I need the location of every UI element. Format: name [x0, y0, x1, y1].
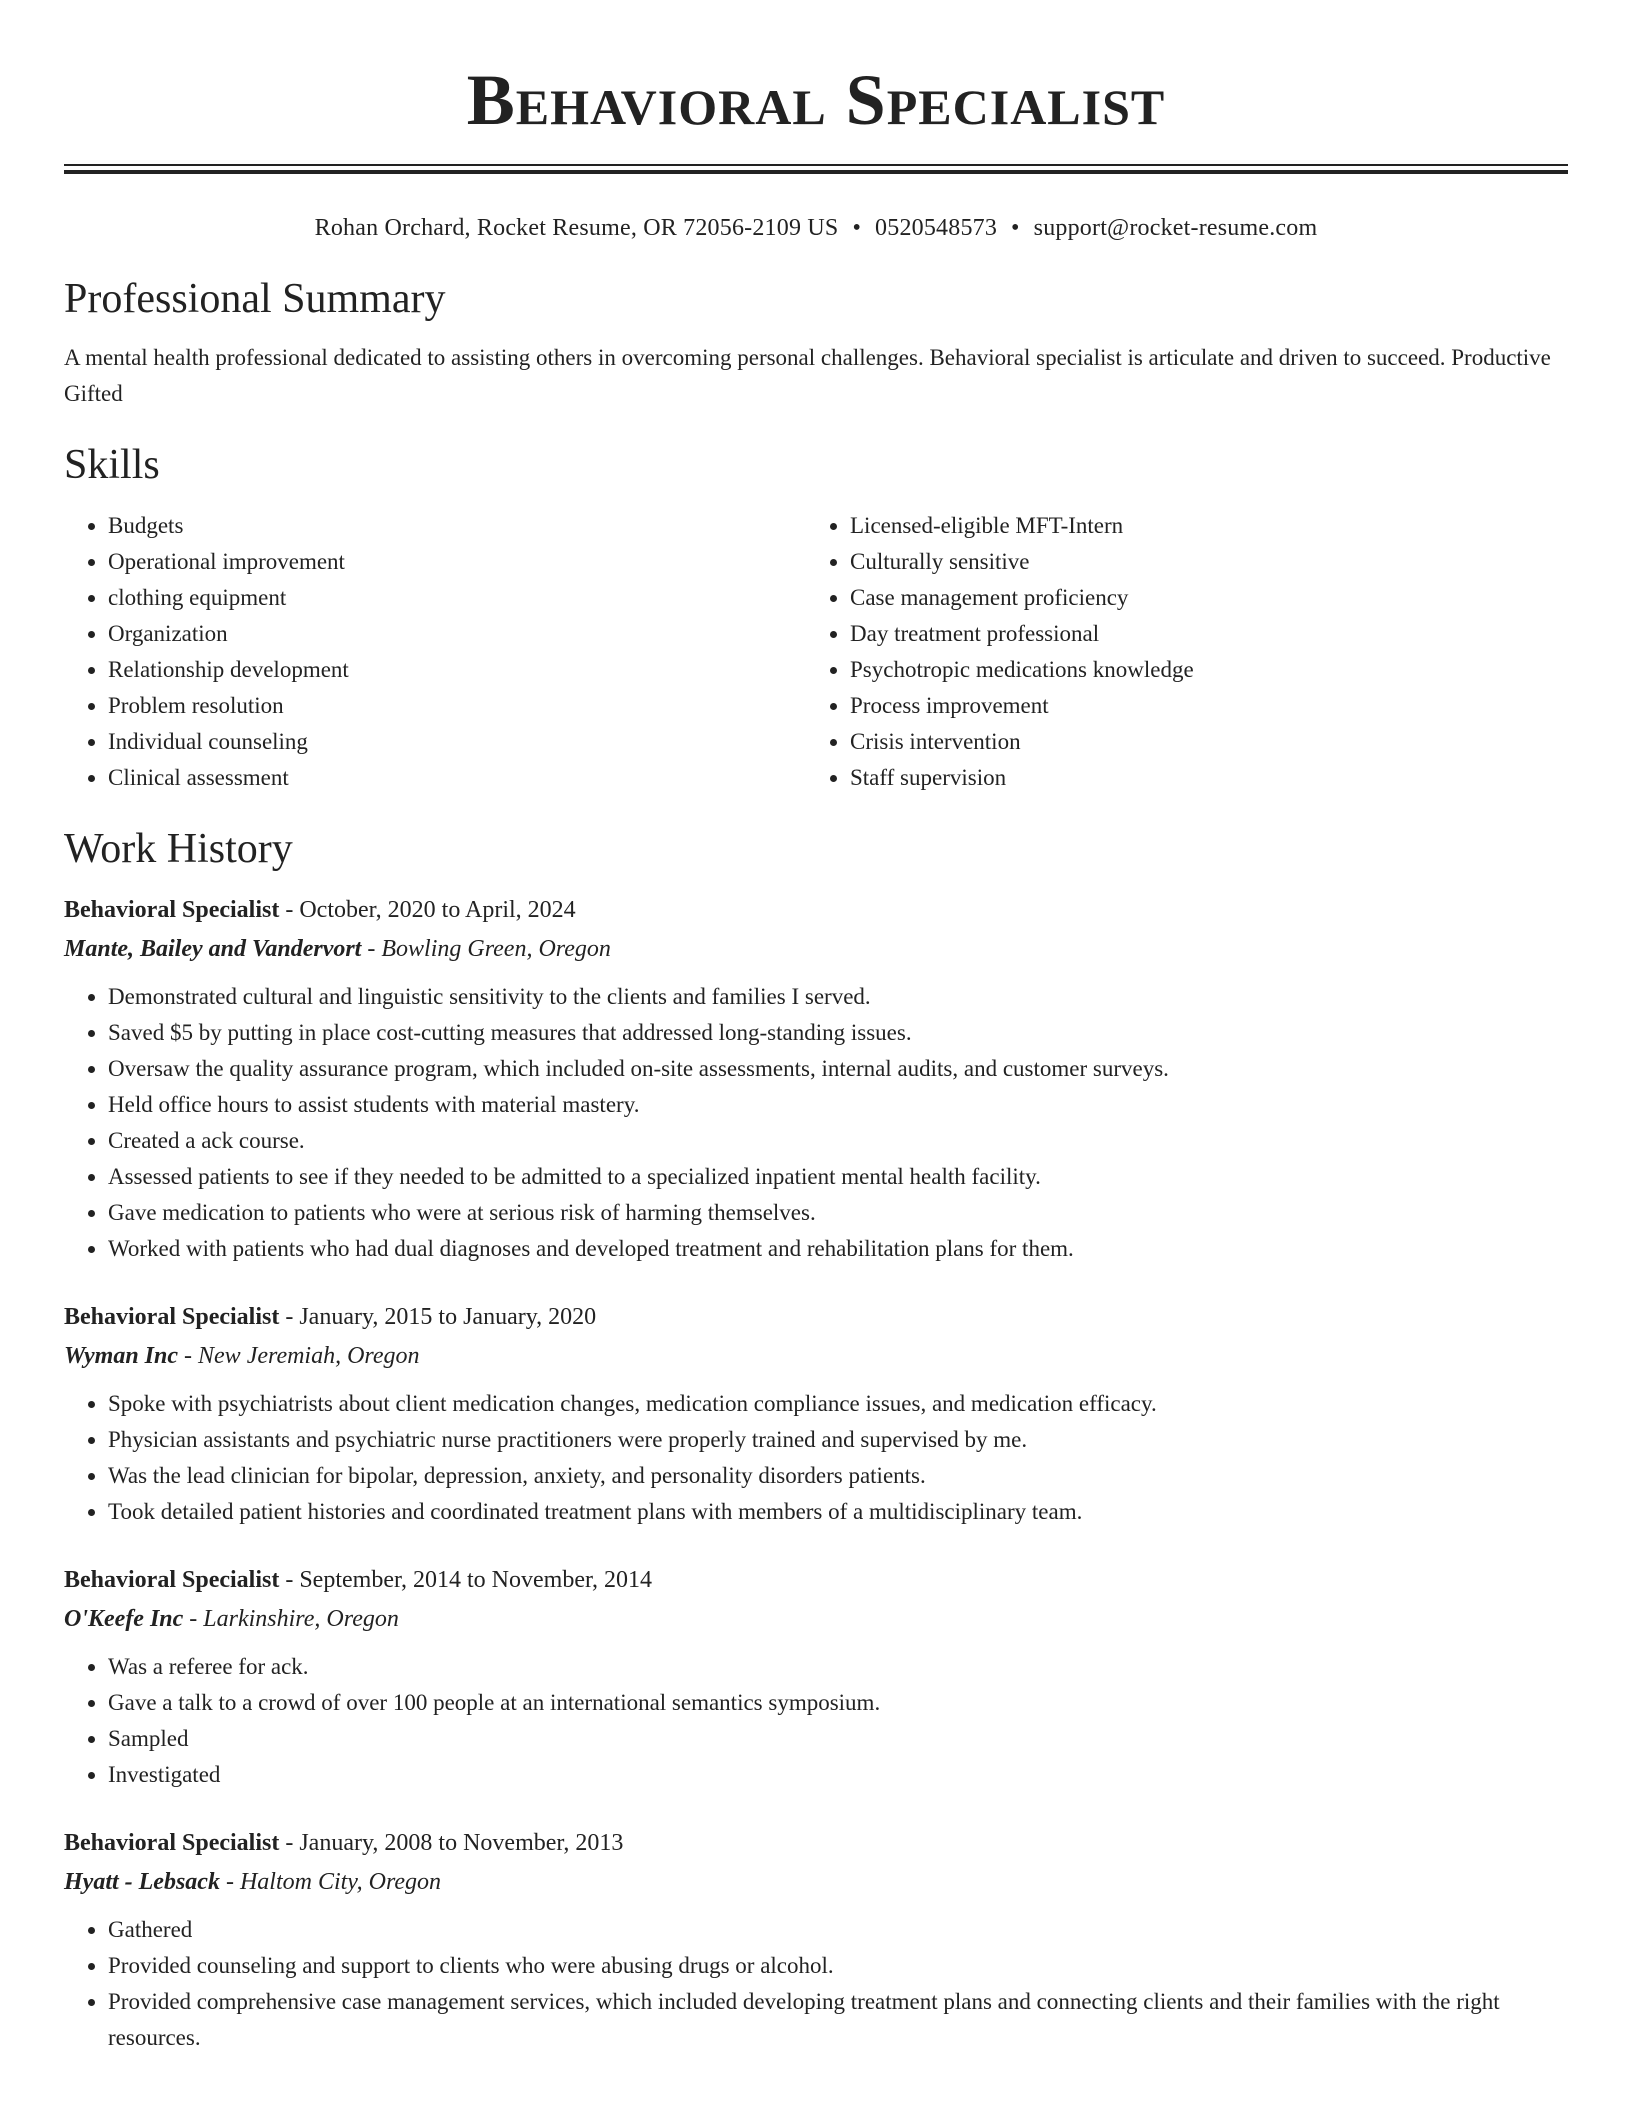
- summary-heading: Professional Summary: [64, 276, 446, 322]
- job-company-line: [64, 1601, 1568, 1637]
- job-company: Hyatt - Lebsack: [64, 1869, 220, 1895]
- job-company-line: [64, 1864, 1568, 1900]
- job-bullet: • Provided counseling and support to clients who were abusing drugs or alcohol.: [108, 1948, 1568, 1984]
- job-company: Mante, Bailey and Vandervort: [64, 936, 362, 962]
- job-title-line: [64, 1562, 1568, 1598]
- job-title-line: [64, 1825, 1568, 1861]
- page-title: Behavioral Specialist: [466, 60, 1166, 140]
- job-bullet: • Gave medication to patients who were at serious risk of harming themselves.: [108, 1195, 1568, 1231]
- skill-item: • Relationship development: [108, 652, 806, 688]
- job-bullet: • Oversaw the quality assurance program, which included on-site assessments, internal audits, and customer surveys.: [108, 1051, 1568, 1087]
- skill-item: • Budgets: [108, 508, 806, 544]
- contact-address: Rohan Orchard, Rocket Resume, OR 72056-2109 US: [314, 215, 839, 241]
- job-company-line: [64, 1338, 1568, 1374]
- skill-item: • Case management proficiency: [850, 580, 1548, 616]
- job-title-line: [64, 892, 1568, 928]
- job-bullets: [64, 1649, 1568, 1793]
- job-bullets: [64, 979, 1568, 1267]
- job-bullet: • Gathered: [108, 1912, 1568, 1948]
- job-company: Wyman Inc: [64, 1343, 179, 1369]
- contact-line: [64, 212, 1568, 244]
- job-entry: [64, 892, 1568, 1267]
- job-company-line: [64, 931, 1568, 967]
- job-dates: - January, 2008 to November, 2013: [279, 1830, 624, 1856]
- job-entry: [64, 1825, 1568, 2056]
- job-bullet: • Investigated: [108, 1757, 1568, 1793]
- skill-item: • Day treatment professional: [850, 616, 1548, 652]
- skill-item: • Organization: [108, 616, 806, 652]
- skill-item: • Culturally sensitive: [850, 544, 1548, 580]
- job-bullet: • Created a ack course.: [108, 1123, 1568, 1159]
- job-bullets: [64, 1386, 1568, 1530]
- job-bullet: • Physician assistants and psychiatric nurse practitioners were properly trained and supervised by me.: [108, 1422, 1568, 1458]
- skill-item: • Psychotropic medications knowledge: [850, 652, 1548, 688]
- job-bullet: • Saved $5 by putting in place cost-cutting measures that addressed long-standing issues.: [108, 1015, 1568, 1051]
- job-location: - New Jeremiah, Oregon: [178, 1343, 420, 1369]
- skill-item: • Individual counseling: [108, 724, 806, 760]
- job-company: O'Keefe Inc: [64, 1606, 184, 1632]
- contact-phone: 0520548573: [875, 215, 998, 241]
- job-title-line: [64, 1299, 1568, 1335]
- summary-text: A mental health professional dedicated to assisting others in overcoming personal challenges. Behavioral specialist is articulate and driven to succeed. Productive Gifted: [64, 345, 1551, 406]
- job-entry: [64, 1299, 1568, 1530]
- job-bullet: • Was a referee for ack.: [108, 1649, 1568, 1685]
- job-entry: [64, 1562, 1568, 1793]
- skills-list: [64, 508, 1568, 796]
- skill-item: • Process improvement: [850, 688, 1548, 724]
- job-bullet: • Sampled: [108, 1721, 1568, 1757]
- contact-email: support@rocket-resume.com: [1033, 215, 1318, 241]
- skills-column-right: [806, 508, 1548, 796]
- contact-separator: •: [1011, 215, 1020, 241]
- job-bullet: • Took detailed patient histories and coordinated treatment plans with members of a multidisciplinary team.: [108, 1494, 1568, 1530]
- job-bullet: • Spoke with psychiatrists about client medication changes, medication compliance issues, and medication efficacy.: [108, 1386, 1568, 1422]
- job-title: Behavioral Specialist: [64, 1304, 280, 1330]
- contact-separator: •: [852, 215, 862, 241]
- skill-item: • Licensed-eligible MFT-Intern: [850, 508, 1548, 544]
- work-history-heading: Work History: [64, 826, 293, 872]
- job-bullet: • Held office hours to assist students with material mastery.: [108, 1087, 1568, 1123]
- job-dates: - October, 2020 to April, 2024: [279, 897, 576, 923]
- skills-heading: Skills: [64, 442, 160, 488]
- skills-column-left: [64, 508, 806, 796]
- job-bullet: • Worked with patients who had dual diagnoses and developed treatment and rehabilitation plans for them.: [108, 1231, 1568, 1267]
- job-bullet: • Provided comprehensive case management services, which included developing treatment plans and connecting clients and their families with the right resources.: [108, 1984, 1568, 2056]
- job-location: - Larkinshire, Oregon: [183, 1606, 399, 1632]
- job-bullet: • Was the lead clinician for bipolar, depression, anxiety, and personality disorders patients.: [108, 1458, 1568, 1494]
- job-bullet: • Demonstrated cultural and linguistic sensitivity to the clients and families I served.: [108, 979, 1568, 1015]
- job-dates: - September, 2014 to November, 2014: [279, 1567, 653, 1593]
- job-location: - Bowling Green, Oregon: [361, 936, 611, 962]
- skill-item: • Clinical assessment: [108, 760, 806, 796]
- title-divider: [64, 164, 1568, 176]
- job-bullet: • Gave a talk to a crowd of over 100 people at an international semantics symposium.: [108, 1685, 1568, 1721]
- job-dates: - January, 2015 to January, 2020: [279, 1304, 597, 1330]
- divider-thin-line: [64, 164, 1568, 166]
- job-title: Behavioral Specialist: [64, 1567, 280, 1593]
- job-bullet: • Assessed patients to see if they needed to be admitted to a specialized inpatient mental health facility.: [108, 1159, 1568, 1195]
- skill-item: • Operational improvement: [108, 544, 806, 580]
- job-location: - Haltom City, Oregon: [219, 1869, 442, 1895]
- skill-item: • Crisis intervention: [850, 724, 1548, 760]
- job-bullets: [64, 1912, 1568, 2056]
- job-title: Behavioral Specialist: [64, 1830, 280, 1856]
- skill-item: • Problem resolution: [108, 688, 806, 724]
- skill-item: • Staff supervision: [850, 760, 1548, 796]
- job-title: Behavioral Specialist: [64, 897, 280, 923]
- divider-thick-line: [64, 170, 1568, 174]
- skill-item: • clothing equipment: [108, 580, 806, 616]
